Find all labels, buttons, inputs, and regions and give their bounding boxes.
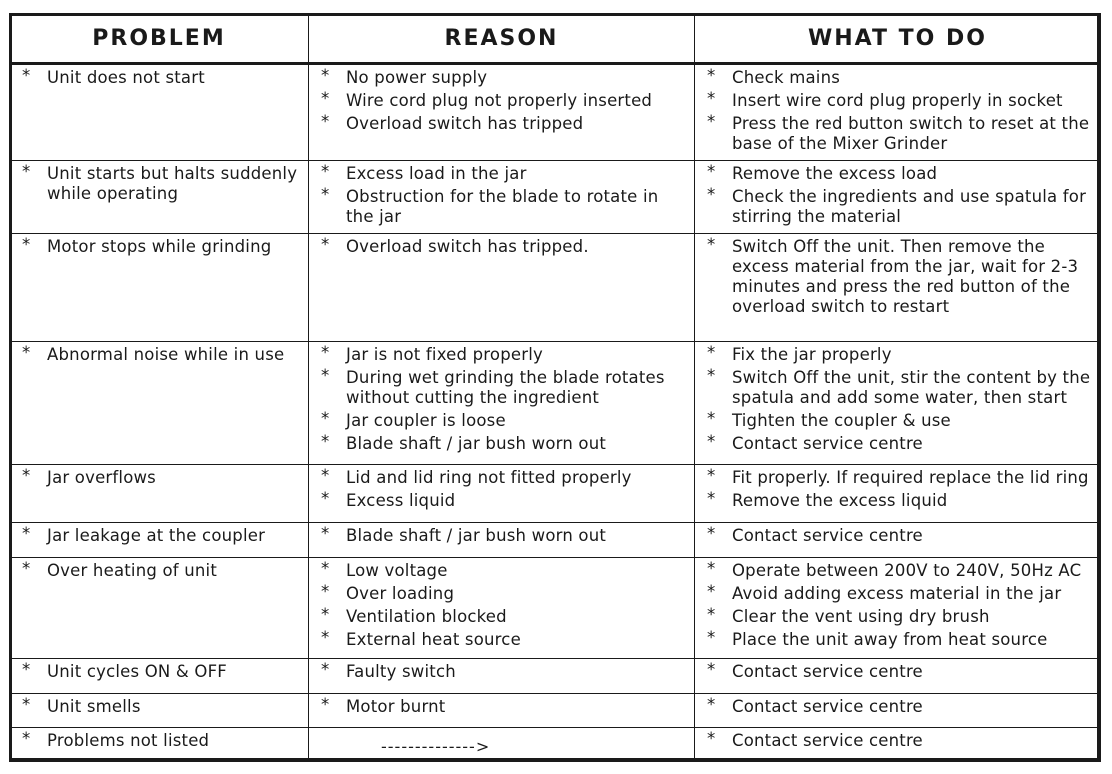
bullet-asterisk: *	[321, 409, 330, 428]
arrow-indicator: -------------->	[381, 737, 491, 756]
bullet-asterisk: *	[707, 162, 716, 181]
item-text: Ventilation blocked	[346, 607, 507, 626]
bullet-asterisk: *	[22, 66, 31, 85]
item-text: Blade shaft / jar bush worn out	[346, 526, 607, 545]
bullet-asterisk: *	[321, 112, 330, 131]
item-text: Faulty switch	[346, 662, 456, 681]
bullet-asterisk: *	[707, 466, 716, 485]
item-text: Operate between 200V to 240V, 50Hz AC	[732, 561, 1082, 580]
bullet-asterisk: *	[321, 432, 330, 451]
bullet-asterisk: *	[707, 409, 716, 428]
item-text: Jar overflows	[47, 468, 156, 487]
item-text: Wire cord plug not properly inserted	[346, 91, 653, 110]
bullet-asterisk: *	[707, 366, 716, 385]
bullet-asterisk: *	[707, 112, 716, 131]
bullet-asterisk: *	[321, 695, 330, 714]
item-text: During wet grinding the blade rotates without cutting the ingredient	[346, 368, 665, 407]
item-text: Contact service centre	[732, 434, 923, 453]
item-text: Obstruction for the blade to rotate in the jar	[346, 187, 659, 226]
item-text: Remove the excess liquid	[732, 491, 948, 510]
bullet-asterisk: *	[707, 582, 716, 601]
header-problem: PROBLEM	[10, 14, 309, 64]
item-text: Abnormal noise while in use	[47, 345, 285, 364]
item-text: Jar leakage at the coupler	[47, 526, 266, 545]
item-text: Contact service centre	[732, 731, 923, 750]
bullet-asterisk: *	[22, 660, 31, 679]
item-text: Unit smells	[47, 697, 141, 716]
bullet-asterisk: *	[707, 695, 716, 714]
bullet-asterisk: *	[321, 605, 330, 624]
bullet-asterisk: *	[707, 628, 716, 647]
bullet-asterisk: *	[22, 695, 31, 714]
item-text: Switch Off the unit, stir the content by the spatula and add some water, then start	[732, 368, 1091, 407]
bullet-asterisk: *	[321, 343, 330, 362]
bullet-asterisk: *	[707, 66, 716, 85]
item-text: Insert wire cord plug properly in socket	[732, 91, 1063, 110]
bullet-asterisk: *	[22, 559, 31, 578]
bullet-asterisk: *	[22, 524, 31, 543]
bullet-asterisk: *	[22, 466, 31, 485]
item-text: Unit does not start	[47, 68, 205, 87]
bullet-asterisk: *	[707, 343, 716, 362]
item-text: Jar coupler is loose	[346, 411, 506, 430]
bullet-asterisk: *	[321, 89, 330, 108]
item-text: Remove the excess load	[732, 164, 938, 183]
item-text: Jar is not fixed properly	[346, 345, 543, 364]
item-text: Excess liquid	[346, 491, 456, 510]
item-text: Fit properly. If required replace the lid ring	[732, 468, 1089, 487]
bullet-asterisk: *	[321, 162, 330, 181]
item-text: Overload switch has tripped.	[346, 237, 589, 256]
bullet-asterisk: *	[707, 489, 716, 508]
item-text: Motor burnt	[346, 697, 446, 716]
bullet-asterisk: *	[707, 235, 716, 254]
bullet-asterisk: *	[707, 660, 716, 679]
bullet-asterisk: *	[707, 89, 716, 108]
bullet-asterisk: *	[707, 185, 716, 204]
item-text: Fix the jar properly	[732, 345, 892, 364]
table-outer-border	[9, 13, 1100, 761]
bullet-asterisk: *	[321, 582, 330, 601]
bullet-asterisk: *	[321, 628, 330, 647]
item-text: Press the red button switch to reset at the base of the Mixer Grinder	[732, 114, 1090, 153]
item-text: Unit cycles ON & OFF	[47, 662, 227, 681]
bullet-asterisk: *	[707, 559, 716, 578]
bullet-asterisk: *	[321, 366, 330, 385]
item-text: Excess load in the jar	[346, 164, 527, 183]
item-text: Check mains	[732, 68, 841, 87]
item-text: Problems not listed	[47, 731, 210, 750]
item-text: External heat source	[346, 630, 521, 649]
item-text: Motor stops while grinding	[47, 237, 272, 256]
bullet-asterisk: *	[321, 466, 330, 485]
item-text: Contact service centre	[732, 697, 923, 716]
bullet-asterisk: *	[321, 66, 330, 85]
bullet-asterisk: *	[321, 559, 330, 578]
item-text: Check the ingredients and use spatula for stirring the material	[732, 187, 1087, 226]
bullet-asterisk: *	[321, 235, 330, 254]
bullet-asterisk: *	[707, 432, 716, 451]
bullet-asterisk: *	[22, 162, 31, 181]
item-text: Switch Off the unit. Then remove the excess material from the jar, wait for 2-3 minutes and press the red button of the overload switch to restart	[732, 237, 1079, 316]
item-text: Clear the vent using dry brush	[732, 607, 990, 626]
item-text: Unit starts but halts suddenly while operating	[47, 164, 298, 203]
item-text: Tighten the coupler & use	[732, 411, 951, 430]
header-what-to-do: WHAT TO DO	[695, 14, 1101, 64]
bullet-asterisk: *	[22, 343, 31, 362]
bullet-asterisk: *	[321, 660, 330, 679]
item-text: Over heating of unit	[47, 561, 217, 580]
bullet-asterisk: *	[321, 489, 330, 508]
item-text: Avoid adding excess material in the jar	[732, 584, 1062, 603]
bullet-asterisk: *	[321, 185, 330, 204]
bullet-asterisk: *	[22, 235, 31, 254]
item-text: Place the unit away from heat source	[732, 630, 1048, 649]
item-text: Blade shaft / jar bush worn out	[346, 434, 607, 453]
bullet-asterisk: *	[22, 729, 31, 748]
bullet-asterisk: *	[707, 729, 716, 748]
bullet-asterisk: *	[707, 524, 716, 543]
header-reason: REASON	[309, 14, 695, 64]
item-text: Overload switch has tripped	[346, 114, 584, 133]
bullet-asterisk: *	[321, 524, 330, 543]
item-text: Low voltage	[346, 561, 448, 580]
item-text: Contact service centre	[732, 526, 923, 545]
bullet-asterisk: *	[707, 605, 716, 624]
item-text: Contact service centre	[732, 662, 923, 681]
item-text: Lid and lid ring not fitted properly	[346, 468, 632, 487]
item-text: Over loading	[346, 584, 455, 603]
item-text: No power supply	[346, 68, 488, 87]
